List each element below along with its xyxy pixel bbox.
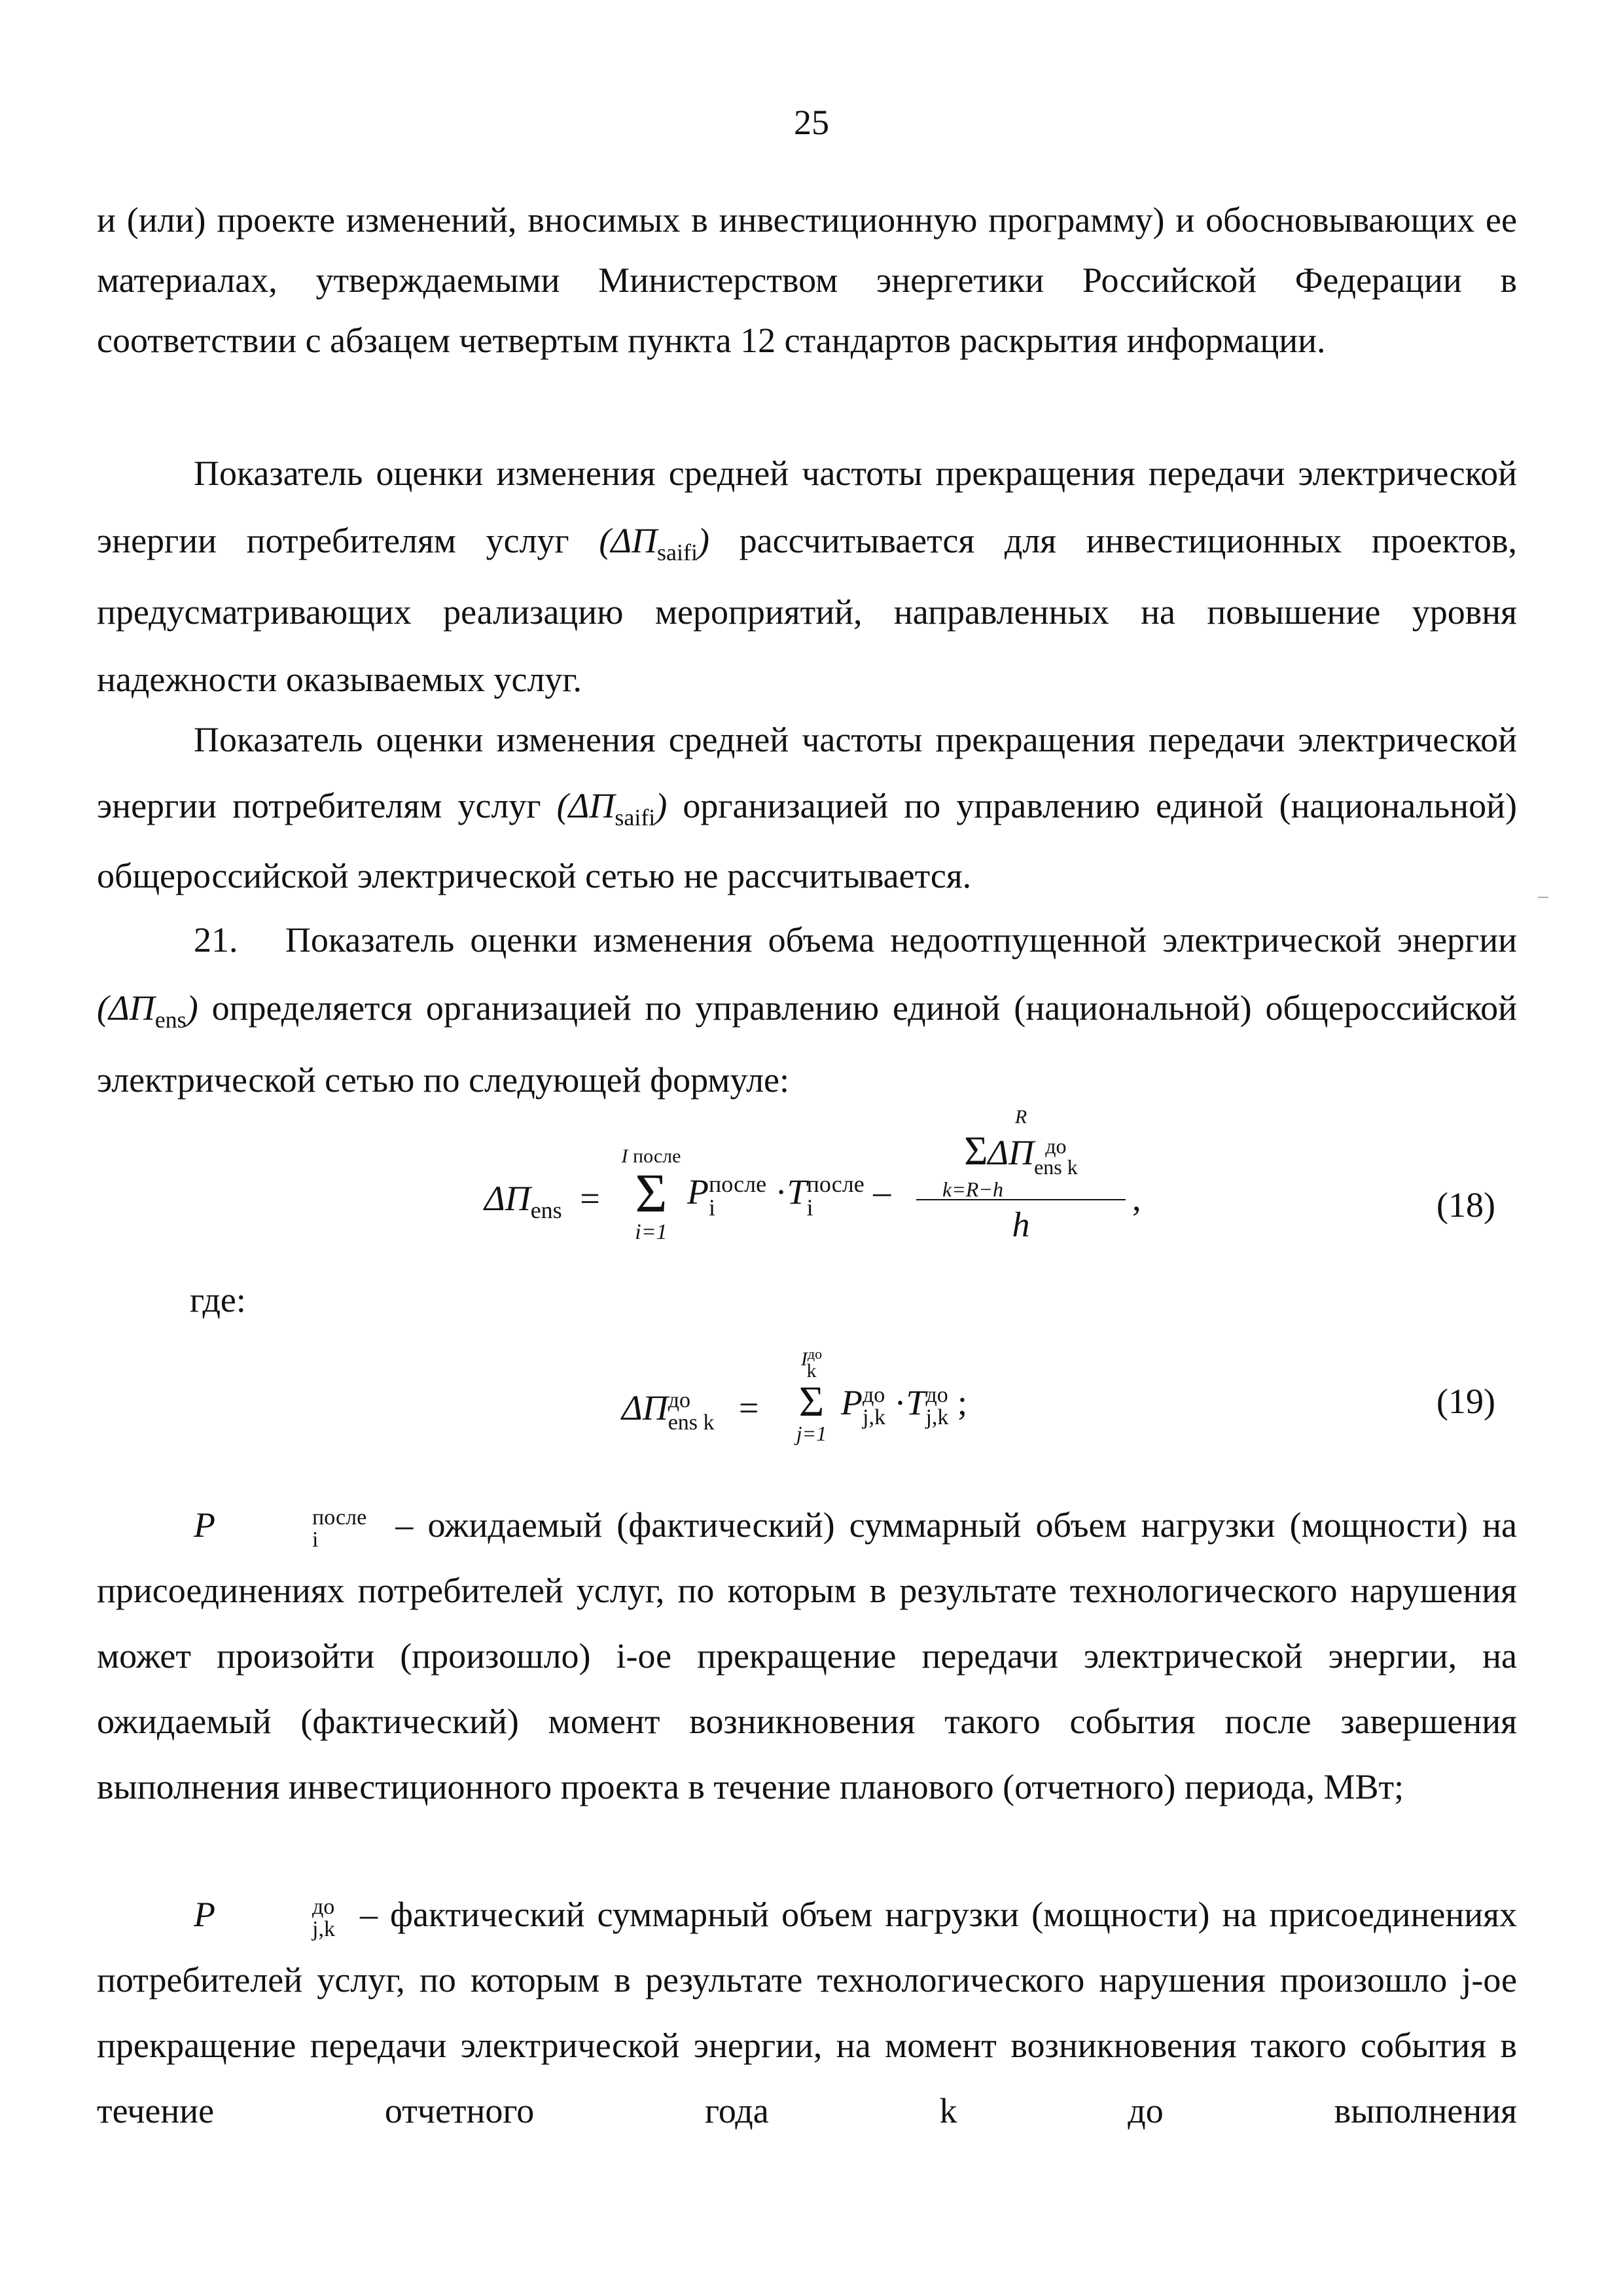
item-number: 21. bbox=[194, 920, 238, 960]
paragraph-5-text: – ожидаемый (фактический) суммарный объем нагрузки (мощности) на присоединениях потребителей услуг, по которым в результате технологического нарушения может произойти (произошло) i-ое прекращение передачи электрической энергии, на ожидаемый (фактический) момент возникновения такого события после завершения выполнения инвестиционного проекта в течение планового (отчетного) периода, МВт; bbox=[97, 1505, 1518, 1806]
delta-p-ens-symbol: $(\Delta П_{ens})$ bbox=[97, 988, 198, 1033]
where-label: где: bbox=[190, 1280, 246, 1319]
scan-artifact-mark bbox=[1538, 897, 1548, 898]
formula-19: ΔП до ens k = $I^{до}$ k Σ j=1 P до j,k ·T до j,k ; bbox=[622, 1346, 967, 1445]
paragraph-2 bbox=[97, 440, 1517, 713]
paragraph-2-text-a: Показатель оценки изменения средней частоты прекращения передачи электрической энергии потребителям услуг bbox=[97, 454, 1517, 560]
equation-19-number: (19) bbox=[1436, 1382, 1495, 1421]
delta-p-saifi-symbol-2: $(\Delta П_{saifi})$ bbox=[556, 786, 668, 831]
p-do-symbol: P до j,k bbox=[194, 1894, 335, 1941]
paragraph-6-text: – фактический суммарный объем нагрузки (мощности) на присоединениях потребителей услуг, по которым в результате технологического нарушения произошло j-ое прекращение передачи электрической энергии, на момент возникновения такого события в течение отчетного года k до выполнения bbox=[97, 1895, 1518, 2130]
paragraph-3-text-a: Показатель оценки изменения средней частоты прекращения передачи электрической энергии потребителям услуг bbox=[97, 720, 1517, 825]
paragraph-3 bbox=[97, 707, 1517, 909]
page-number: 25 bbox=[794, 103, 829, 142]
p-posle-symbol: P после i bbox=[194, 1505, 367, 1552]
paragraph-4-text-b: определяется организацией по управлению единой (национальной) общероссийской электрической сетью по следующей формуле: bbox=[97, 988, 1517, 1100]
delta-p-saifi-symbol: $(\Delta П_{saifi})$ bbox=[599, 521, 709, 565]
paragraph-3-text-b: организацией по управлению единой (национальной) общероссийской электрической сетью не рассчитывается. bbox=[97, 786, 1517, 895]
paragraph-1-text: и (или) проекте изменений, вносимых в инвестиционную программу) и обосновывающих ее материалах, утверждаемыми Министерством энергетики Российской Федерации в соответствии с абзацем четвертым пункта 12 стандартов раскрытия информации. bbox=[97, 200, 1517, 360]
paragraph-1 bbox=[97, 190, 1517, 370]
formula-18: $\Delta П_{ens}$ = I после Σ i=1 P после i ·T после i – R ΣΔП до ens k k=R−h h , bbox=[484, 1106, 1141, 1244]
paragraph-5 bbox=[97, 1492, 1517, 1820]
paragraph-2-text-b: рассчитывается для инвестиционных проектов, предусматривающих реализацию мероприятий, направленных на повышение уровня надежности оказываемых услуг. bbox=[97, 521, 1517, 699]
equation-18-number: (18) bbox=[1436, 1185, 1495, 1225]
paragraph-6 bbox=[97, 1882, 1517, 2144]
paragraph-4-text-a: Показатель оценки изменения объема недоотпущенной электрической энергии bbox=[285, 920, 1518, 960]
paragraph-4 bbox=[97, 906, 1517, 1114]
